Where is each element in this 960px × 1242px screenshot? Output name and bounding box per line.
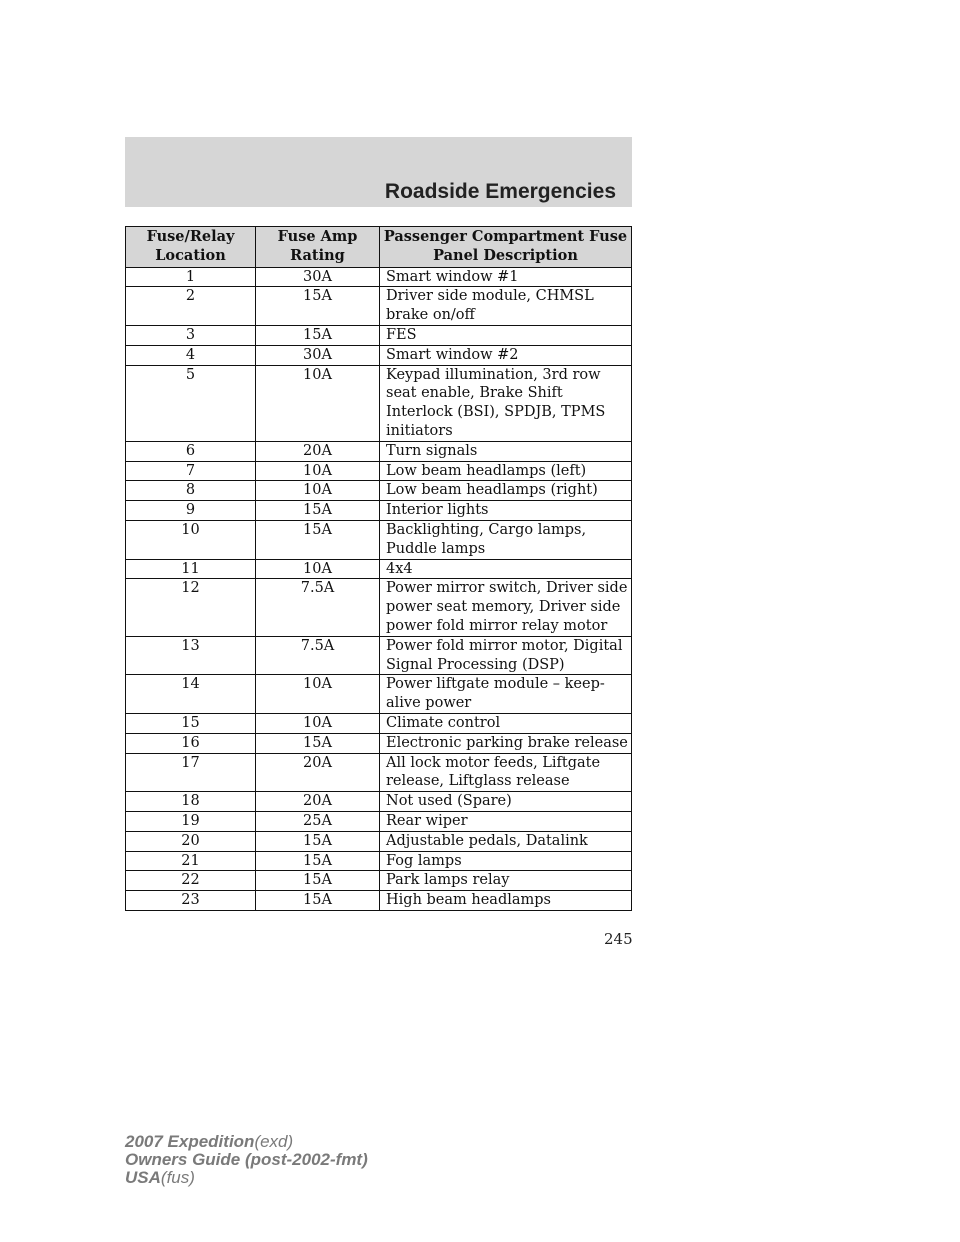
cell-location: 6	[126, 441, 256, 461]
table-row	[126, 871, 632, 891]
cell-location: 23	[126, 891, 256, 911]
table-row	[126, 325, 632, 345]
cell-location: 20	[126, 831, 256, 851]
cell-location: 12	[126, 579, 256, 636]
table-row	[126, 636, 632, 675]
cell-amp-rating: 15A	[256, 891, 380, 911]
cell-location: 8	[126, 481, 256, 501]
cell-location: 13	[126, 636, 256, 675]
header-location: Fuse/Relay Location	[126, 227, 256, 268]
table-row	[126, 287, 632, 326]
cell-description: Smart window #1	[380, 267, 632, 287]
cell-amp-rating: 30A	[256, 345, 380, 365]
cell-description: Not used (Spare)	[380, 792, 632, 812]
page-number: 245	[604, 930, 633, 948]
header-description: Passenger Compartment Fuse Panel Description	[380, 227, 632, 268]
footer-line-2	[125, 1151, 368, 1169]
table-row	[126, 891, 632, 911]
cell-location: 1	[126, 267, 256, 287]
cell-amp-rating: 15A	[256, 501, 380, 521]
cell-location: 3	[126, 325, 256, 345]
cell-description: Electronic parking brake release	[380, 733, 632, 753]
cell-location: 15	[126, 713, 256, 733]
cell-amp-rating: 10A	[256, 713, 380, 733]
cell-amp-rating: 7.5A	[256, 579, 380, 636]
table-header-row	[126, 227, 632, 268]
cell-description: Power liftgate module – keep-alive power	[380, 675, 632, 714]
footer-market: USA	[125, 1168, 161, 1187]
footer-line-1	[125, 1133, 368, 1151]
table-row	[126, 753, 632, 792]
table-row	[126, 559, 632, 579]
cell-amp-rating: 15A	[256, 871, 380, 891]
cell-location: 22	[126, 871, 256, 891]
table-row	[126, 461, 632, 481]
cell-location: 11	[126, 559, 256, 579]
table-row	[126, 792, 632, 812]
cell-description: Interior lights	[380, 501, 632, 521]
footer-model: 2007 Expedition	[125, 1132, 255, 1151]
table-row	[126, 851, 632, 871]
cell-amp-rating: 15A	[256, 287, 380, 326]
cell-description: FES	[380, 325, 632, 345]
cell-description: Power mirror switch, Driver side power seat memory, Driver side power fold mirror relay motor	[380, 579, 632, 636]
cell-location: 9	[126, 501, 256, 521]
cell-description: Keypad illumination, 3rd row seat enable, Brake Shift Interlock (BSI), SPDJB, TPMS initiators	[380, 365, 632, 441]
footer-guide: Owners Guide (post-2002-fmt)	[125, 1150, 368, 1169]
cell-amp-rating: 30A	[256, 267, 380, 287]
cell-description: Backlighting, Cargo lamps, Puddle lamps	[380, 520, 632, 559]
fuse-table	[125, 226, 632, 911]
cell-location: 2	[126, 287, 256, 326]
section-header	[125, 137, 632, 207]
cell-location: 14	[126, 675, 256, 714]
cell-location: 17	[126, 753, 256, 792]
cell-amp-rating: 10A	[256, 481, 380, 501]
cell-description: Adjustable pedals, Datalink	[380, 831, 632, 851]
cell-amp-rating: 7.5A	[256, 636, 380, 675]
table-row	[126, 675, 632, 714]
table-row	[126, 520, 632, 559]
cell-description: Turn signals	[380, 441, 632, 461]
cell-location: 5	[126, 365, 256, 441]
cell-description: Low beam headlamps (left)	[380, 461, 632, 481]
header-amp-rating: Fuse Amp Rating	[256, 227, 380, 268]
cell-amp-rating: 20A	[256, 753, 380, 792]
cell-amp-rating: 20A	[256, 792, 380, 812]
table-row	[126, 345, 632, 365]
table-row	[126, 441, 632, 461]
table-row	[126, 811, 632, 831]
cell-location: 21	[126, 851, 256, 871]
cell-amp-rating: 15A	[256, 520, 380, 559]
cell-description: Low beam headlamps (right)	[380, 481, 632, 501]
footer-model-code: (exd)	[254, 1132, 294, 1151]
cell-description: Climate control	[380, 713, 632, 733]
cell-location: 4	[126, 345, 256, 365]
cell-amp-rating: 15A	[256, 733, 380, 753]
cell-amp-rating: 20A	[256, 441, 380, 461]
cell-location: 18	[126, 792, 256, 812]
cell-description: High beam headlamps	[380, 891, 632, 911]
cell-amp-rating: 15A	[256, 831, 380, 851]
footer-line-3	[125, 1169, 368, 1187]
cell-amp-rating: 25A	[256, 811, 380, 831]
table-row	[126, 267, 632, 287]
cell-description: Fog lamps	[380, 851, 632, 871]
cell-amp-rating: 10A	[256, 461, 380, 481]
cell-amp-rating: 10A	[256, 365, 380, 441]
table-row	[126, 579, 632, 636]
cell-amp-rating: 10A	[256, 559, 380, 579]
cell-description: Smart window #2	[380, 345, 632, 365]
fuse-table-body	[126, 267, 632, 910]
table-row	[126, 733, 632, 753]
table-row	[126, 713, 632, 733]
cell-description: 4x4	[380, 559, 632, 579]
cell-description: Driver side module, CHMSL brake on/off	[380, 287, 632, 326]
cell-location: 19	[126, 811, 256, 831]
section-title: Roadside Emergencies	[384, 180, 616, 203]
cell-amp-rating: 10A	[256, 675, 380, 714]
cell-location: 7	[126, 461, 256, 481]
footer	[125, 1133, 368, 1187]
cell-amp-rating: 15A	[256, 851, 380, 871]
table-row	[126, 481, 632, 501]
cell-location: 16	[126, 733, 256, 753]
cell-location: 10	[126, 520, 256, 559]
table-row	[126, 831, 632, 851]
table-row	[126, 365, 632, 441]
table-row	[126, 501, 632, 521]
cell-description: All lock motor feeds, Liftgate release, Liftglass release	[380, 753, 632, 792]
footer-market-code: (fus)	[160, 1168, 195, 1187]
cell-description: Rear wiper	[380, 811, 632, 831]
cell-description: Park lamps relay	[380, 871, 632, 891]
cell-description: Power fold mirror motor, Digital Signal Processing (DSP)	[380, 636, 632, 675]
cell-amp-rating: 15A	[256, 325, 380, 345]
